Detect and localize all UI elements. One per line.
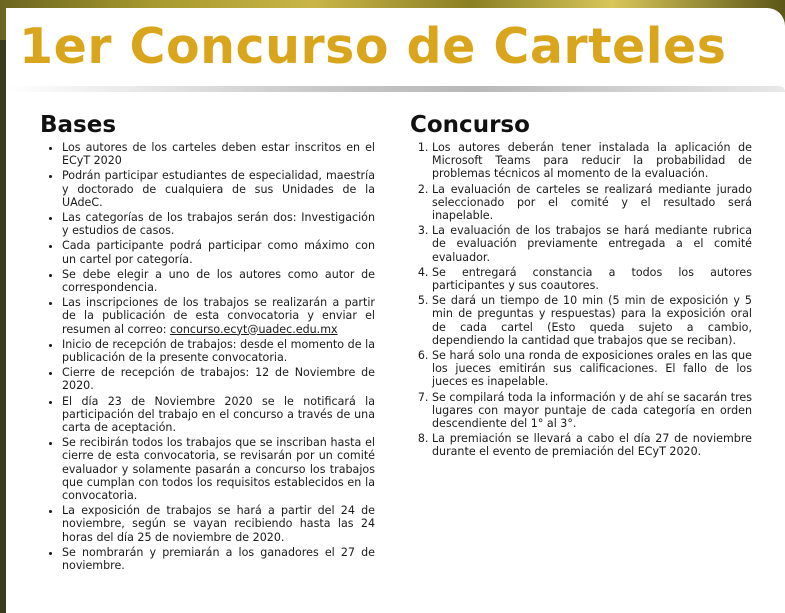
list-item: 2. La evaluación de carteles se realizará mediante jurado seleccionado por el comité y el resultado será inapelable. [432,183,752,223]
list-item: 5. Se dará un tiempo de 10 min (5 min de exposición y 5 min de preguntas y respuestas) para la exposición oral de cada cartel (Esto queda sujeto a cambio, dependiendo la cantidad que trabajos que se reciban). [432,294,752,347]
concurso-section [410,112,752,461]
bases-list [40,141,375,572]
list-item: 8. La premiación se llevará a cabo el día 27 de noviembre durante el evento de premiación del ECyT 2020. [432,432,752,458]
list-item: 3. La evaluación de los trabajos se hará mediante rubrica de evaluación previamente entregada a el comité evaluador. [432,224,752,264]
list-item [62,296,375,336]
email-link[interactable]: concurso.ecyt@uadec.edu.mx [170,322,338,336]
bases-heading: Bases [40,112,117,138]
bases-section [40,112,375,574]
concurso-heading: Concurso [410,112,530,138]
list-item: 6. Se hará solo una ronda de exposiciones orales en las que los jueces emitirán sus calificaciones. El fallo de los jueces es inapelable. [432,349,752,389]
list-item: • La exposición de trabajos se hará a partir del 24 de noviembre, según se vayan recibiendo hasta las 24 horas del día 25 de noviembre de 2020. [62,504,375,544]
list-item: • Se nombrarán y premiarán a los ganadores el 27 de noviembre. [62,546,375,572]
list-item: • Las categorías de los trabajos serán dos: Investigación y estudios de casos. [62,211,375,237]
list-item: • El día 23 de Noviembre 2020 se le notificará la participación del trabajo en el concurso a través de una carta de aceptación. [62,395,375,435]
list-item: • Inicio de recepción de trabajos: desde el momento de la publicación de la presente convocatoria. [62,338,375,364]
inscripciones-text: Las inscripciones de los trabajos se realizarán a partir de la publicación de esta convocatoria y enviar el resumen al correo: [62,296,375,336]
list-item: • Los autores de los carteles deben estar inscritos en el ECyT 2020 [62,141,375,167]
list-item: 7. Se compilará toda la información y de ahí se sacarán tres lugares con mayor puntaje de cada categoría en orden descendiente del 1° al 3°. [432,391,752,431]
list-item: 1. Los autores deberán tener instalada la aplicación de Microsoft Teams para reducir la probabilidad de problemas técnicos al momento de la evaluación. [432,141,752,181]
list-item: • Podrán participar estudiantes de especialidad, maestría y doctorado de cualquiera de sus Unidades de la UAdeC. [62,169,375,209]
concurso-list [410,141,752,459]
list-item: • Cada participante podrá participar como máximo con un cartel por categoría. [62,239,375,265]
list-item: 4. Se entregará constancia a todos los autores participantes y sus coautores. [432,266,752,292]
title-divider [6,86,785,92]
list-item: • Se recibirán todos los trabajos que se inscriban hasta el cierre de esta convocatoria, se revisarán por un comité evaluador y solamente pasarán a concurso los trabajos que cumplan con todos los requisitos establecidos en la convocatoria. [62,436,375,502]
poster-card [6,8,785,613]
page-title: 1er Concurso de Carteles [19,18,727,75]
list-item: • Se debe elegir a uno de los autores como autor de correspondencia. [62,268,375,294]
list-item: • Cierre de recepción de trabajos: 12 de Noviembre de 2020. [62,366,375,392]
